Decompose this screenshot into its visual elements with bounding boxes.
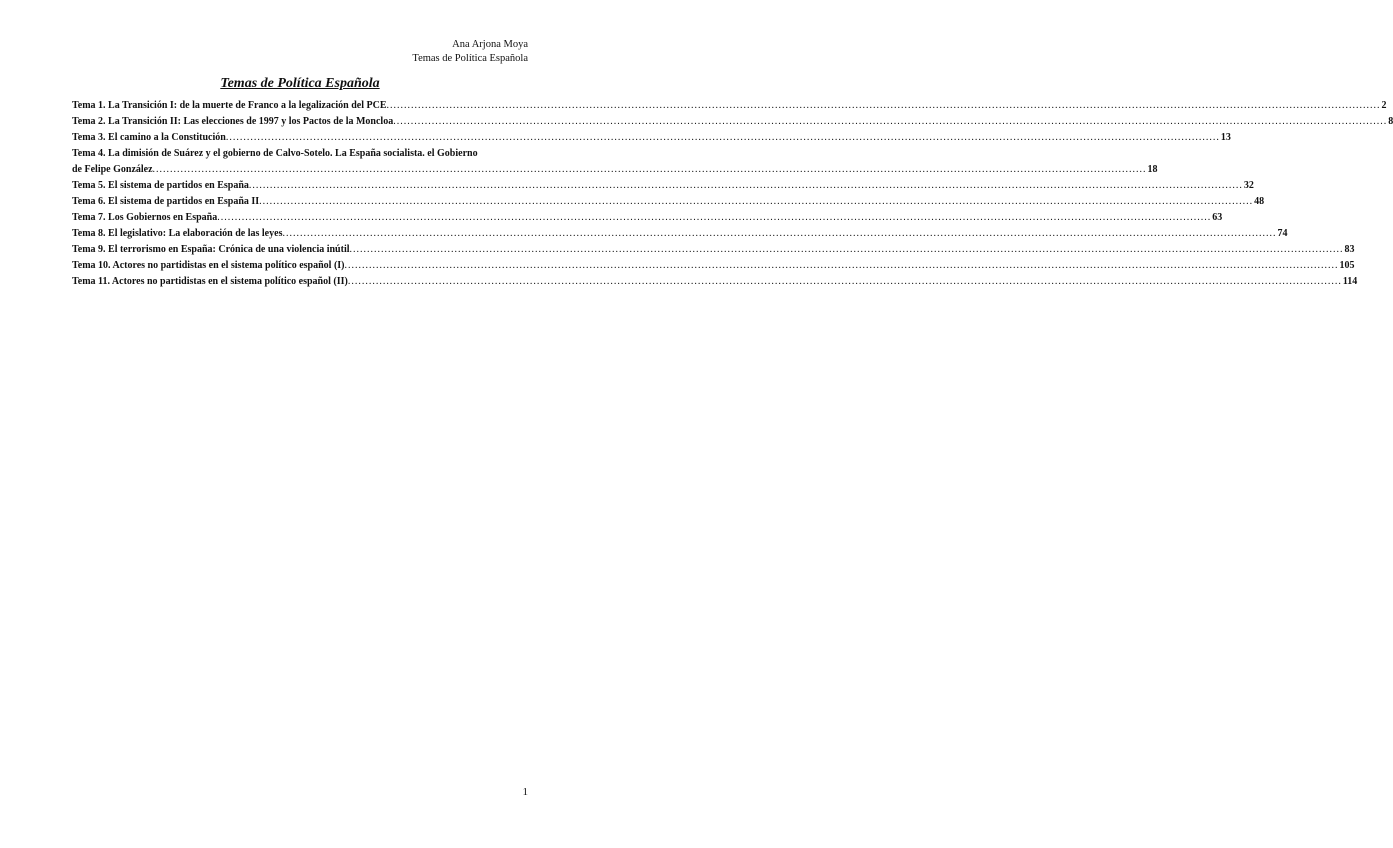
toc-entry-5[interactable] <box>72 178 1254 194</box>
toc-entry-7[interactable] <box>72 210 1223 226</box>
toc-page-number: 8 <box>1388 116 1393 127</box>
toc-page-number: 32 <box>1243 180 1254 191</box>
toc-entry-text-line1: Tema 4. La dimisión de Suárez y el gobierno de Calvo-Sotelo. La España socialista. el Gobierno <box>72 148 478 159</box>
page-number: 1 <box>522 786 528 798</box>
toc-leader <box>226 130 1220 146</box>
toc-entry-text: Tema 8. El legislativo: La elaboración de las leyes <box>72 228 283 239</box>
toc-page-number: 114 <box>1342 276 1358 287</box>
toc-page-number: 63 <box>1212 212 1223 223</box>
toc-page-number: 74 <box>1277 228 1288 239</box>
toc-page-number: 2 <box>1381 100 1387 111</box>
toc-entry-11[interactable] <box>72 274 1358 290</box>
toc-leader <box>345 258 1339 274</box>
toc-leader <box>387 98 1381 114</box>
toc-leader <box>259 194 1253 210</box>
toc-entry-3[interactable] <box>72 130 1231 146</box>
toc-entry-4[interactable] <box>72 146 1158 178</box>
toc-page-number: 83 <box>1344 244 1355 255</box>
toc-entry-8[interactable] <box>72 226 1288 242</box>
toc-page-number: 18 <box>1147 164 1158 175</box>
toc-entry-6[interactable] <box>72 194 1265 210</box>
toc-entry-text: Tema 5. El sistema de partidos en España <box>72 180 249 191</box>
toc-leader <box>393 114 1387 130</box>
toc-leader <box>153 162 1147 178</box>
toc-entry-text: Tema 3. El camino a la Constitución <box>72 132 226 143</box>
toc-entry-text: Tema 6. El sistema de partidos en España II <box>72 196 260 207</box>
header-subject: Temas de Política Española <box>412 53 528 64</box>
toc-entry-text: Tema 11. Actores no partidistas en el sistema político español (II) <box>72 276 348 287</box>
toc-page-number: 105 <box>1339 260 1355 271</box>
toc-entry-10[interactable] <box>72 258 1355 274</box>
page-header <box>412 38 528 66</box>
toc-entry-text: Tema 9. El terrorismo en España: Crónica de una violencia inútil <box>72 244 350 255</box>
toc-leader <box>348 274 1342 290</box>
toc-entry-2[interactable] <box>72 114 1393 130</box>
toc-entry-text: Tema 7. Los Gobiernos en España <box>72 212 218 223</box>
toc-entry-text: Tema 2. La Transición II: Las elecciones de 1997 y los Pactos de la Moncloa <box>72 116 394 127</box>
toc-page-number: 13 <box>1220 132 1231 143</box>
toc-entry-9[interactable] <box>72 242 1355 258</box>
toc-entry-1[interactable] <box>72 98 1387 114</box>
document-title: Temas de Política Española <box>220 76 380 91</box>
toc-entry-text: de Felipe González <box>72 164 153 175</box>
toc-entry-text: Tema 10. Actores no partidistas en el sistema político español (I) <box>72 260 345 271</box>
toc-page-number: 48 <box>1254 196 1265 207</box>
toc-leader <box>282 226 1276 242</box>
toc-leader <box>249 178 1243 194</box>
header-author: Ana Arjona Moya <box>452 39 528 50</box>
toc-entry-text: Tema 1. La Transición I: de la muerte de Franco a la legalización del PCE <box>72 100 387 111</box>
toc-leader <box>217 210 1211 226</box>
toc-leader <box>350 242 1344 258</box>
table-of-contents <box>72 98 1393 290</box>
